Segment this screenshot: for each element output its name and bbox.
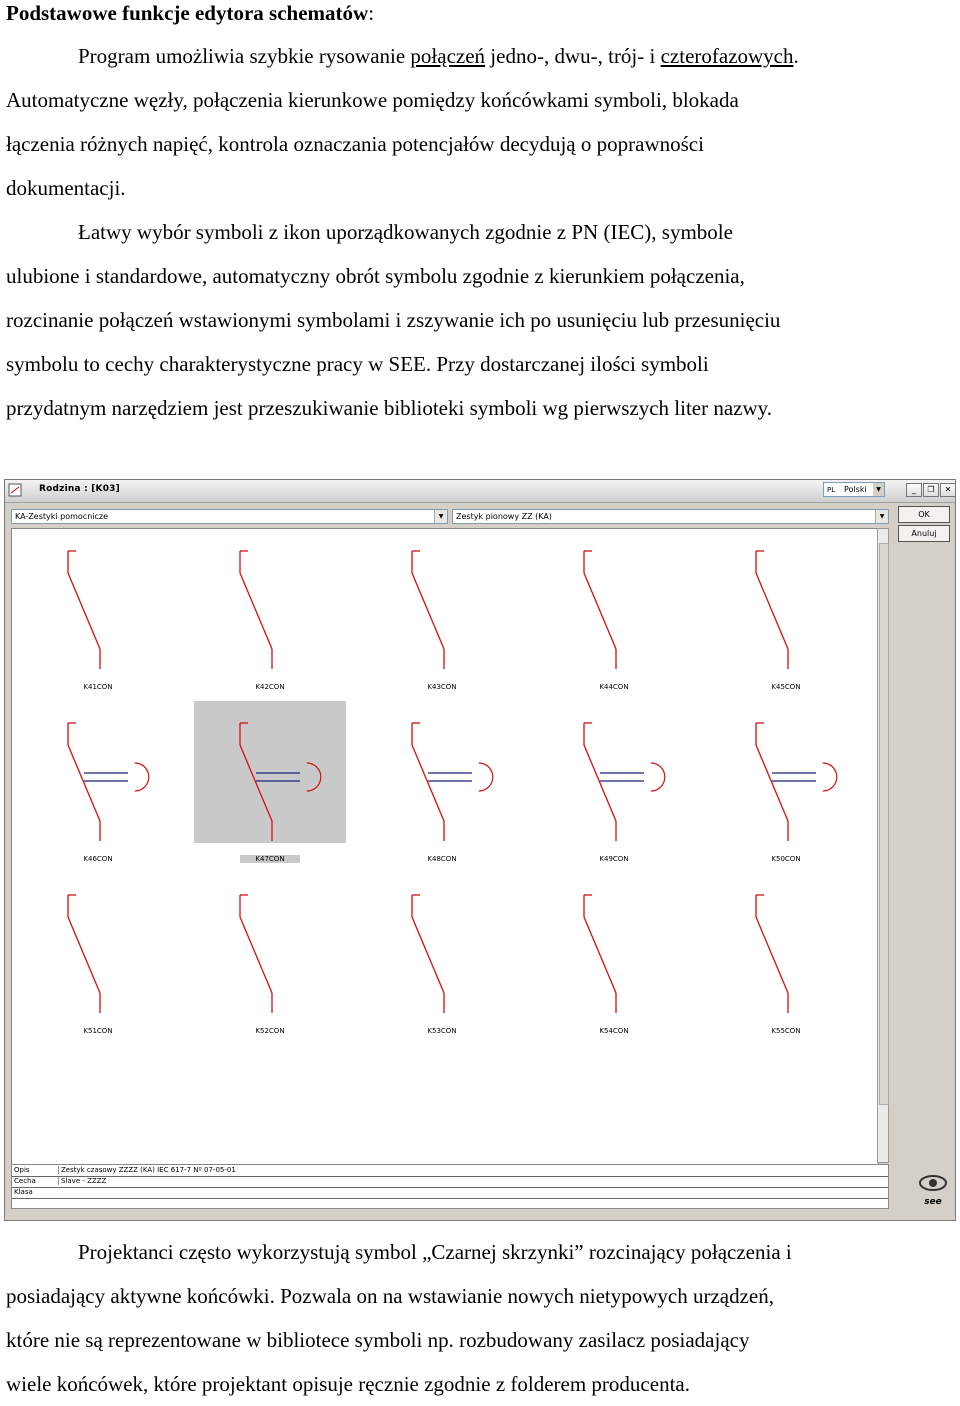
group-combo[interactable]: KA-Zestyki pomocnicze ▼ xyxy=(11,509,448,524)
prop-row: Cecha Slave - ZZZZ xyxy=(12,1176,888,1188)
symbol-k50con-contact xyxy=(756,745,788,821)
symbol-k46con-contact xyxy=(68,745,100,821)
symbol-k44con-contact xyxy=(584,573,616,649)
symbol-k52con-contact xyxy=(240,917,272,993)
para1-line2: Automatyczne węzły, połączenia kierunkowe pomiędzy końcówkami symboli, blokada xyxy=(6,88,739,112)
prop-row: Opis Zestyk czasowy ZZZZ (KA) IEC 617-7 Nº 07-05-01 xyxy=(12,1165,888,1177)
symbol-label[interactable]: K55CON xyxy=(771,1027,801,1035)
para1-line3: łączenia różnych napięć, kontrola oznaczania potencjałów decydują o poprawności xyxy=(6,132,704,156)
app-icon xyxy=(8,483,22,497)
para1-line4: dokumentacji. xyxy=(6,176,126,200)
symbol-label[interactable]: K51CON xyxy=(83,1027,113,1035)
symbol-k49con-contact xyxy=(584,745,616,821)
para2-line5: przydatnym narzędziem jest przeszukiwanie biblioteki symboli wg pierwszych liter nazwy. xyxy=(6,396,773,420)
symbol-k48con-arc xyxy=(479,763,493,791)
symbol-k42con-contact xyxy=(240,573,272,649)
symbol-label[interactable]: K41CON xyxy=(83,683,113,691)
symbol-label[interactable]: K54CON xyxy=(599,1027,629,1035)
ok-button[interactable]: OK xyxy=(898,506,950,523)
para3-line4: wiele końcówek, które projektant opisuje ręcznie zgodnie z folderem producenta. xyxy=(6,1372,690,1396)
symbol-library-window xyxy=(4,479,956,1221)
link-czterofazowych[interactable]: czterofazowych xyxy=(660,44,794,68)
symbol-label[interactable]: K47CON xyxy=(240,855,300,863)
para3-line1: Projektanci często wykorzystują symbol „Czarnej skrzynki” rozcinający połączenia i xyxy=(78,1240,792,1264)
symbol-k47con-contact xyxy=(240,745,272,821)
language-select[interactable]: PL Polski ▼ xyxy=(823,482,885,497)
properties-panel xyxy=(11,1164,889,1209)
symbol-k55con-contact xyxy=(756,917,788,993)
close-button[interactable]: ✕ xyxy=(940,483,956,497)
link-polaczen[interactable]: połączeń xyxy=(410,44,486,68)
window-title: Rodzina : [K03] xyxy=(39,484,120,494)
para1-line1: Program umożliwia szybkie rysowanie połączeń jedno-, dwu-, trój- i czterofazowych. xyxy=(78,44,799,68)
cancel-button[interactable]: Anuluj xyxy=(898,525,950,542)
symbol-label[interactable]: K50CON xyxy=(771,855,801,863)
para2-line3: rozcinanie połączeń wstawionymi symbolami i zszywanie ich po usunięciu lub przesunięciu xyxy=(6,308,781,332)
symbol-label[interactable]: K44CON xyxy=(599,683,629,691)
symbol-k41con-contact xyxy=(68,573,100,649)
symbol-k43con-contact xyxy=(412,573,444,649)
symbol-label[interactable]: K53CON xyxy=(427,1027,457,1035)
symbol-label[interactable]: K46CON xyxy=(83,855,113,863)
symbol-type-combo[interactable]: Zestyk pionowy ZZ (KA) ▼ xyxy=(452,509,889,524)
scroll-thumb[interactable] xyxy=(879,543,889,1105)
restore-button[interactable]: ❐ xyxy=(923,483,939,497)
symbol-label[interactable]: K42CON xyxy=(255,683,285,691)
para3-line2: posiadający aktywne końcówki. Pozwala on na wstawianie nowych nietypowych urządzeń, xyxy=(6,1284,775,1308)
symbol-k51con-contact xyxy=(68,917,100,993)
symbol-k50con-arc xyxy=(823,763,837,791)
symbol-label[interactable]: K48CON xyxy=(427,855,457,863)
window-titlebar[interactable] xyxy=(5,480,955,503)
symbol-grid xyxy=(11,528,879,1165)
symbol-k54con-contact xyxy=(584,917,616,993)
symbol-label[interactable]: K52CON xyxy=(255,1027,285,1035)
see-logo: see xyxy=(918,1172,948,1210)
symbol-label[interactable]: K49CON xyxy=(599,855,629,863)
vertical-scrollbar[interactable] xyxy=(877,528,889,1163)
symbol-k46con-arc xyxy=(135,763,149,791)
chevron-down-icon: ▼ xyxy=(873,483,884,496)
para2-line1: Łatwy wybór symboli z ikon uporządkowanych zgodnie z PN (IEC), symbole xyxy=(78,220,733,244)
symbol-k49con-arc xyxy=(651,763,665,791)
para2-line2: ulubione i standardowe, automatyczny obrót symbolu zgodnie z kierunkiem połączenia, xyxy=(6,264,745,288)
symbol-k48con-contact xyxy=(412,745,444,821)
chevron-down-icon: ▼ xyxy=(434,510,447,523)
section-heading: Podstawowe funkcje edytora schematów: xyxy=(6,1,375,25)
eye-icon xyxy=(918,1172,948,1194)
para3-line3: które nie są reprezentowane w bibliotece symboli np. rozbudowany zasilacz posiadający xyxy=(6,1328,750,1352)
prop-row: Klasa xyxy=(12,1187,888,1199)
flag-icon: PL xyxy=(827,486,836,494)
symbol-label[interactable]: K43CON xyxy=(427,683,457,691)
para2-line4: symbolu to cechy charakterystyczne pracy w SEE. Przy dostarczanej ilości symboli xyxy=(6,352,709,376)
symbol-k45con-contact xyxy=(756,573,788,649)
minimize-button[interactable]: _ xyxy=(906,483,922,497)
symbol-label[interactable]: K45CON xyxy=(771,683,801,691)
symbol-k53con-contact xyxy=(412,917,444,993)
symbol-k47con-arc xyxy=(307,763,321,791)
chevron-down-icon: ▼ xyxy=(875,510,888,523)
symbol-drawings xyxy=(12,529,878,1164)
